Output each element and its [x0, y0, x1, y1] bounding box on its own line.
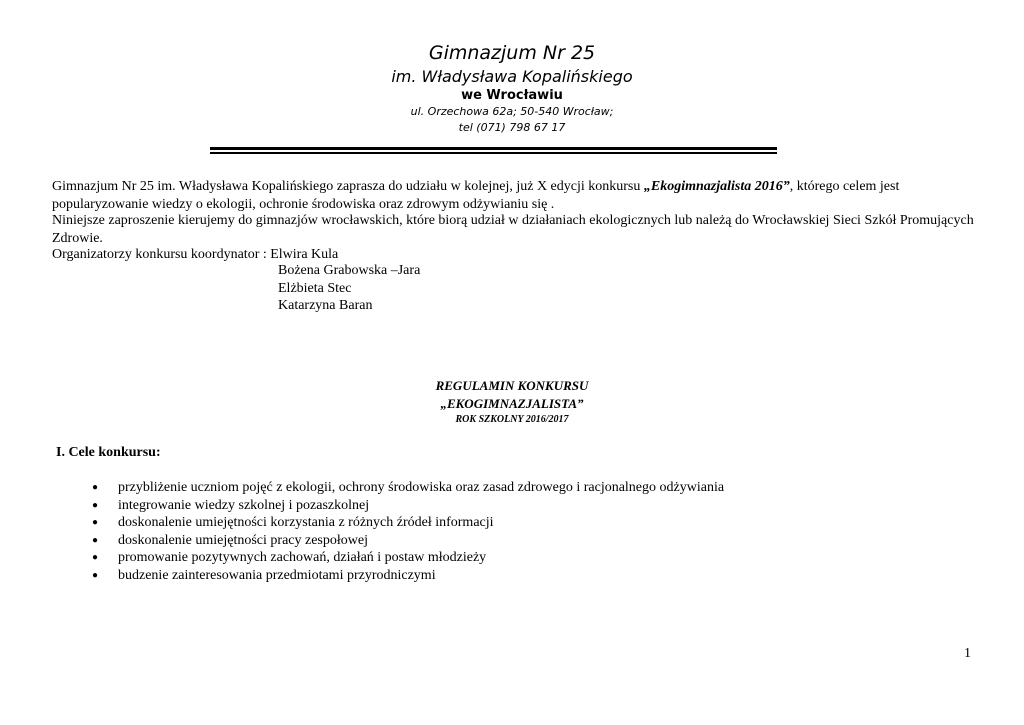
goal-text: przybliżenie uczniom pojęć z ekologii, ochrony środowiska oraz zasad zdrowego i racjonalnego odżywiania: [118, 480, 725, 495]
organizer-item: Bożena Grabowska –Jara: [278, 263, 421, 278]
goal-text: budzenie zainteresowania przedmiotami przyrodniczymi: [118, 567, 436, 583]
regulations-contest-name: „EKOGIMNAZJALISTA”: [440, 396, 584, 411]
school-phone: tel (071) 798 67 17: [458, 121, 566, 134]
school-address: ul. Orzechowa 62a; 50-540 Wrocław;: [410, 105, 614, 118]
bullet-icon: ●: [92, 534, 99, 546]
goal-text: integrowanie wiedzy szkolnej i pozaszkolnej: [118, 497, 370, 513]
goal-text: doskonalenie umiejętności korzystania z różnych źródeł informacji: [118, 515, 494, 531]
page-number: 1: [964, 646, 971, 661]
list-item: [92, 532, 724, 550]
list-item: [92, 479, 724, 497]
bullet-icon: ●: [92, 569, 99, 581]
intro-paragraph: [52, 178, 982, 213]
organizers-list: [278, 262, 420, 315]
organizer-item: Katarzyna Baran: [278, 298, 373, 313]
goal-text: doskonalenie umiejętności pracy zespołowej: [118, 532, 368, 548]
header-rule-thick: [210, 147, 777, 150]
header-rule-thin: [210, 152, 777, 154]
list-item: [92, 514, 724, 532]
intro-text-end: , którego celem jest popularyzowanie wiedzy o ekologii, ochronie środowiska oraz zdrowym odżywianiu się .: [52, 179, 900, 212]
list-item: [92, 497, 724, 515]
bullet-icon: ●: [92, 552, 99, 564]
invitation-paragraph: Niniejsze zaproszenie kierujemy do gimnazjów wrocławskich, które biorą udział w działaniach ekologicznych lub należą do Wrocławskiej Sieci Szkół Promujących Zdrowie.: [52, 213, 974, 246]
school-city: we Wrocławiu: [461, 88, 563, 103]
list-item: [92, 549, 724, 567]
section-heading: I. Cele konkursu:: [56, 445, 161, 460]
school-patron: im. Władysława Kopalińskiego: [391, 67, 633, 86]
bullet-icon: ●: [92, 482, 99, 493]
goal-text: promowanie pozytywnych zachowań, działań i postaw młodzieży: [118, 550, 487, 566]
goals-list: [92, 479, 724, 585]
bullet-icon: ●: [92, 517, 99, 529]
list-item: [92, 567, 724, 585]
contest-name: „Ekogimnazjalista 2016”: [643, 179, 790, 194]
intro-text-start: Gimnazjum Nr 25 im. Władysława Kopalińskiego zaprasza do udziału w kolejnej, już X edycji konkursu: [52, 179, 644, 194]
organizers-label: Organizatorzy konkursu koordynator : Elwira Kula: [52, 247, 339, 262]
bullet-icon: ●: [92, 499, 99, 511]
school-name: Gimnazjum Nr 25: [428, 42, 596, 64]
regulations-school-year: ROK SZKOLNY 2016/2017: [455, 414, 569, 425]
organizer-item: Elżbieta Stec: [278, 280, 352, 296]
regulations-title: REGULAMIN KONKURSU: [435, 378, 589, 393]
